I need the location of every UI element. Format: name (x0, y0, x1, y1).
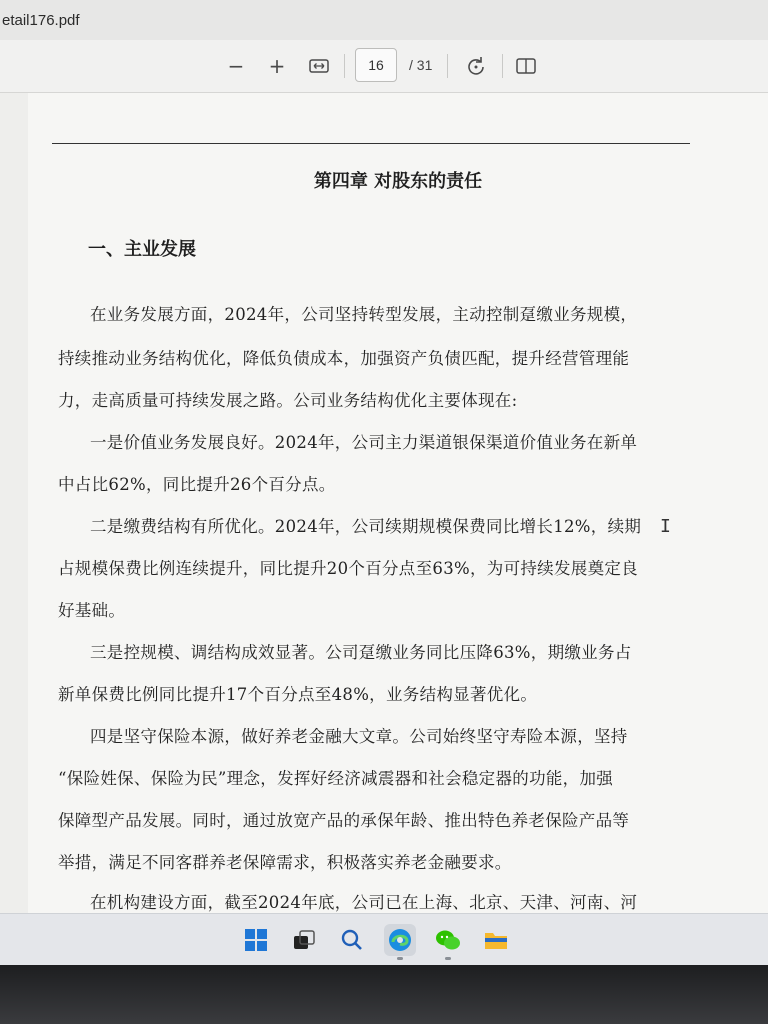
task-view-icon (292, 928, 316, 952)
toolbar-divider (447, 54, 448, 78)
header-rule (52, 143, 690, 144)
fit-width-icon (309, 58, 329, 74)
running-indicator (397, 957, 403, 960)
body-line: 在业务发展方面，2024年，公司坚持转型发展，主动控制趸缴业务规模， (90, 305, 638, 324)
page-view-icon (515, 57, 537, 75)
document-viewport[interactable] (0, 93, 768, 913)
search-icon (340, 928, 364, 952)
page-number-input[interactable] (355, 48, 397, 82)
body-line: 四是坚守保险本源，做好养老金融大文章。公司始终坚守寿险本源，坚持 (90, 727, 628, 746)
toolbar-divider (344, 54, 345, 78)
body-line: 在机构建设方面，截至2024年底，公司已在上海、北京、天津、河南、河 (90, 893, 638, 912)
zoom-out-button[interactable]: − (227, 54, 245, 78)
monitor-bezel (0, 965, 768, 1024)
windows-start-button[interactable] (240, 924, 272, 956)
tab-title: etail176.pdf (2, 11, 80, 29)
wechat-icon (435, 928, 461, 952)
page-total: / 31 (409, 57, 433, 73)
body-line: 二是缴费结构有所优化。2024年，公司续期规模保费同比增长12%，续期 (90, 517, 642, 536)
body-line: 中占比62%，同比提升26个百分点。 (58, 475, 336, 494)
pdf-page (28, 93, 768, 913)
body-line: 占规模保费比例连续提升，同比提升20个百分点至63%，为可持续发展奠定良 (58, 559, 638, 578)
running-indicator (445, 957, 451, 960)
search-button[interactable] (336, 924, 368, 956)
body-line: 持续推动业务结构优化，降低负债成本，加强资产负债匹配，提升经营管理能 (58, 349, 630, 368)
chapter-title: 第四章 对股东的责任 (313, 171, 483, 192)
tab-strip (0, 0, 768, 40)
body-line: “保险姓保、保险为民”理念，发挥好经济减震器和社会稳定器的功能，加强 (58, 769, 614, 788)
folder-icon (483, 928, 509, 952)
file-explorer-button[interactable] (480, 924, 512, 956)
section-title: 一、主业发展 (88, 239, 196, 260)
body-line: 三是控规模、调结构成效显著。公司趸缴业务同比压降63%，期缴业务占 (90, 643, 632, 662)
toolbar-divider (502, 54, 503, 78)
task-view-button[interactable] (288, 924, 320, 956)
body-line: 好基础。 (58, 601, 126, 620)
body-line: 力，走高质量可持续发展之路。公司业务结构优化主要体现在: (58, 391, 518, 410)
rotate-button[interactable] (462, 52, 490, 80)
zoom-in-button[interactable]: + (268, 54, 286, 78)
page-view-button[interactable] (512, 52, 540, 80)
edge-button[interactable] (384, 924, 416, 956)
taskbar (0, 913, 768, 965)
body-line: 保障型产品发展。同时，通过放宽产品的承保年龄、推出特色养老保险产品等 (58, 811, 630, 830)
body-line: 一是价值业务发展良好。2024年，公司主力渠道银保渠道价值业务在新单 (90, 433, 638, 452)
wechat-button[interactable] (432, 924, 464, 956)
document-tab[interactable] (0, 0, 262, 40)
text-cursor-icon: I (660, 516, 671, 537)
fit-width-button[interactable] (305, 52, 333, 80)
rotate-icon (466, 56, 486, 76)
body-line: 新单保费比例同比提升17个百分点至48%，业务结构显著优化。 (58, 685, 538, 704)
edge-icon (387, 927, 413, 953)
windows-icon (244, 928, 268, 952)
body-line: 举措，满足不同客群养老保障需求，积极落实养老金融要求。 (58, 853, 512, 872)
